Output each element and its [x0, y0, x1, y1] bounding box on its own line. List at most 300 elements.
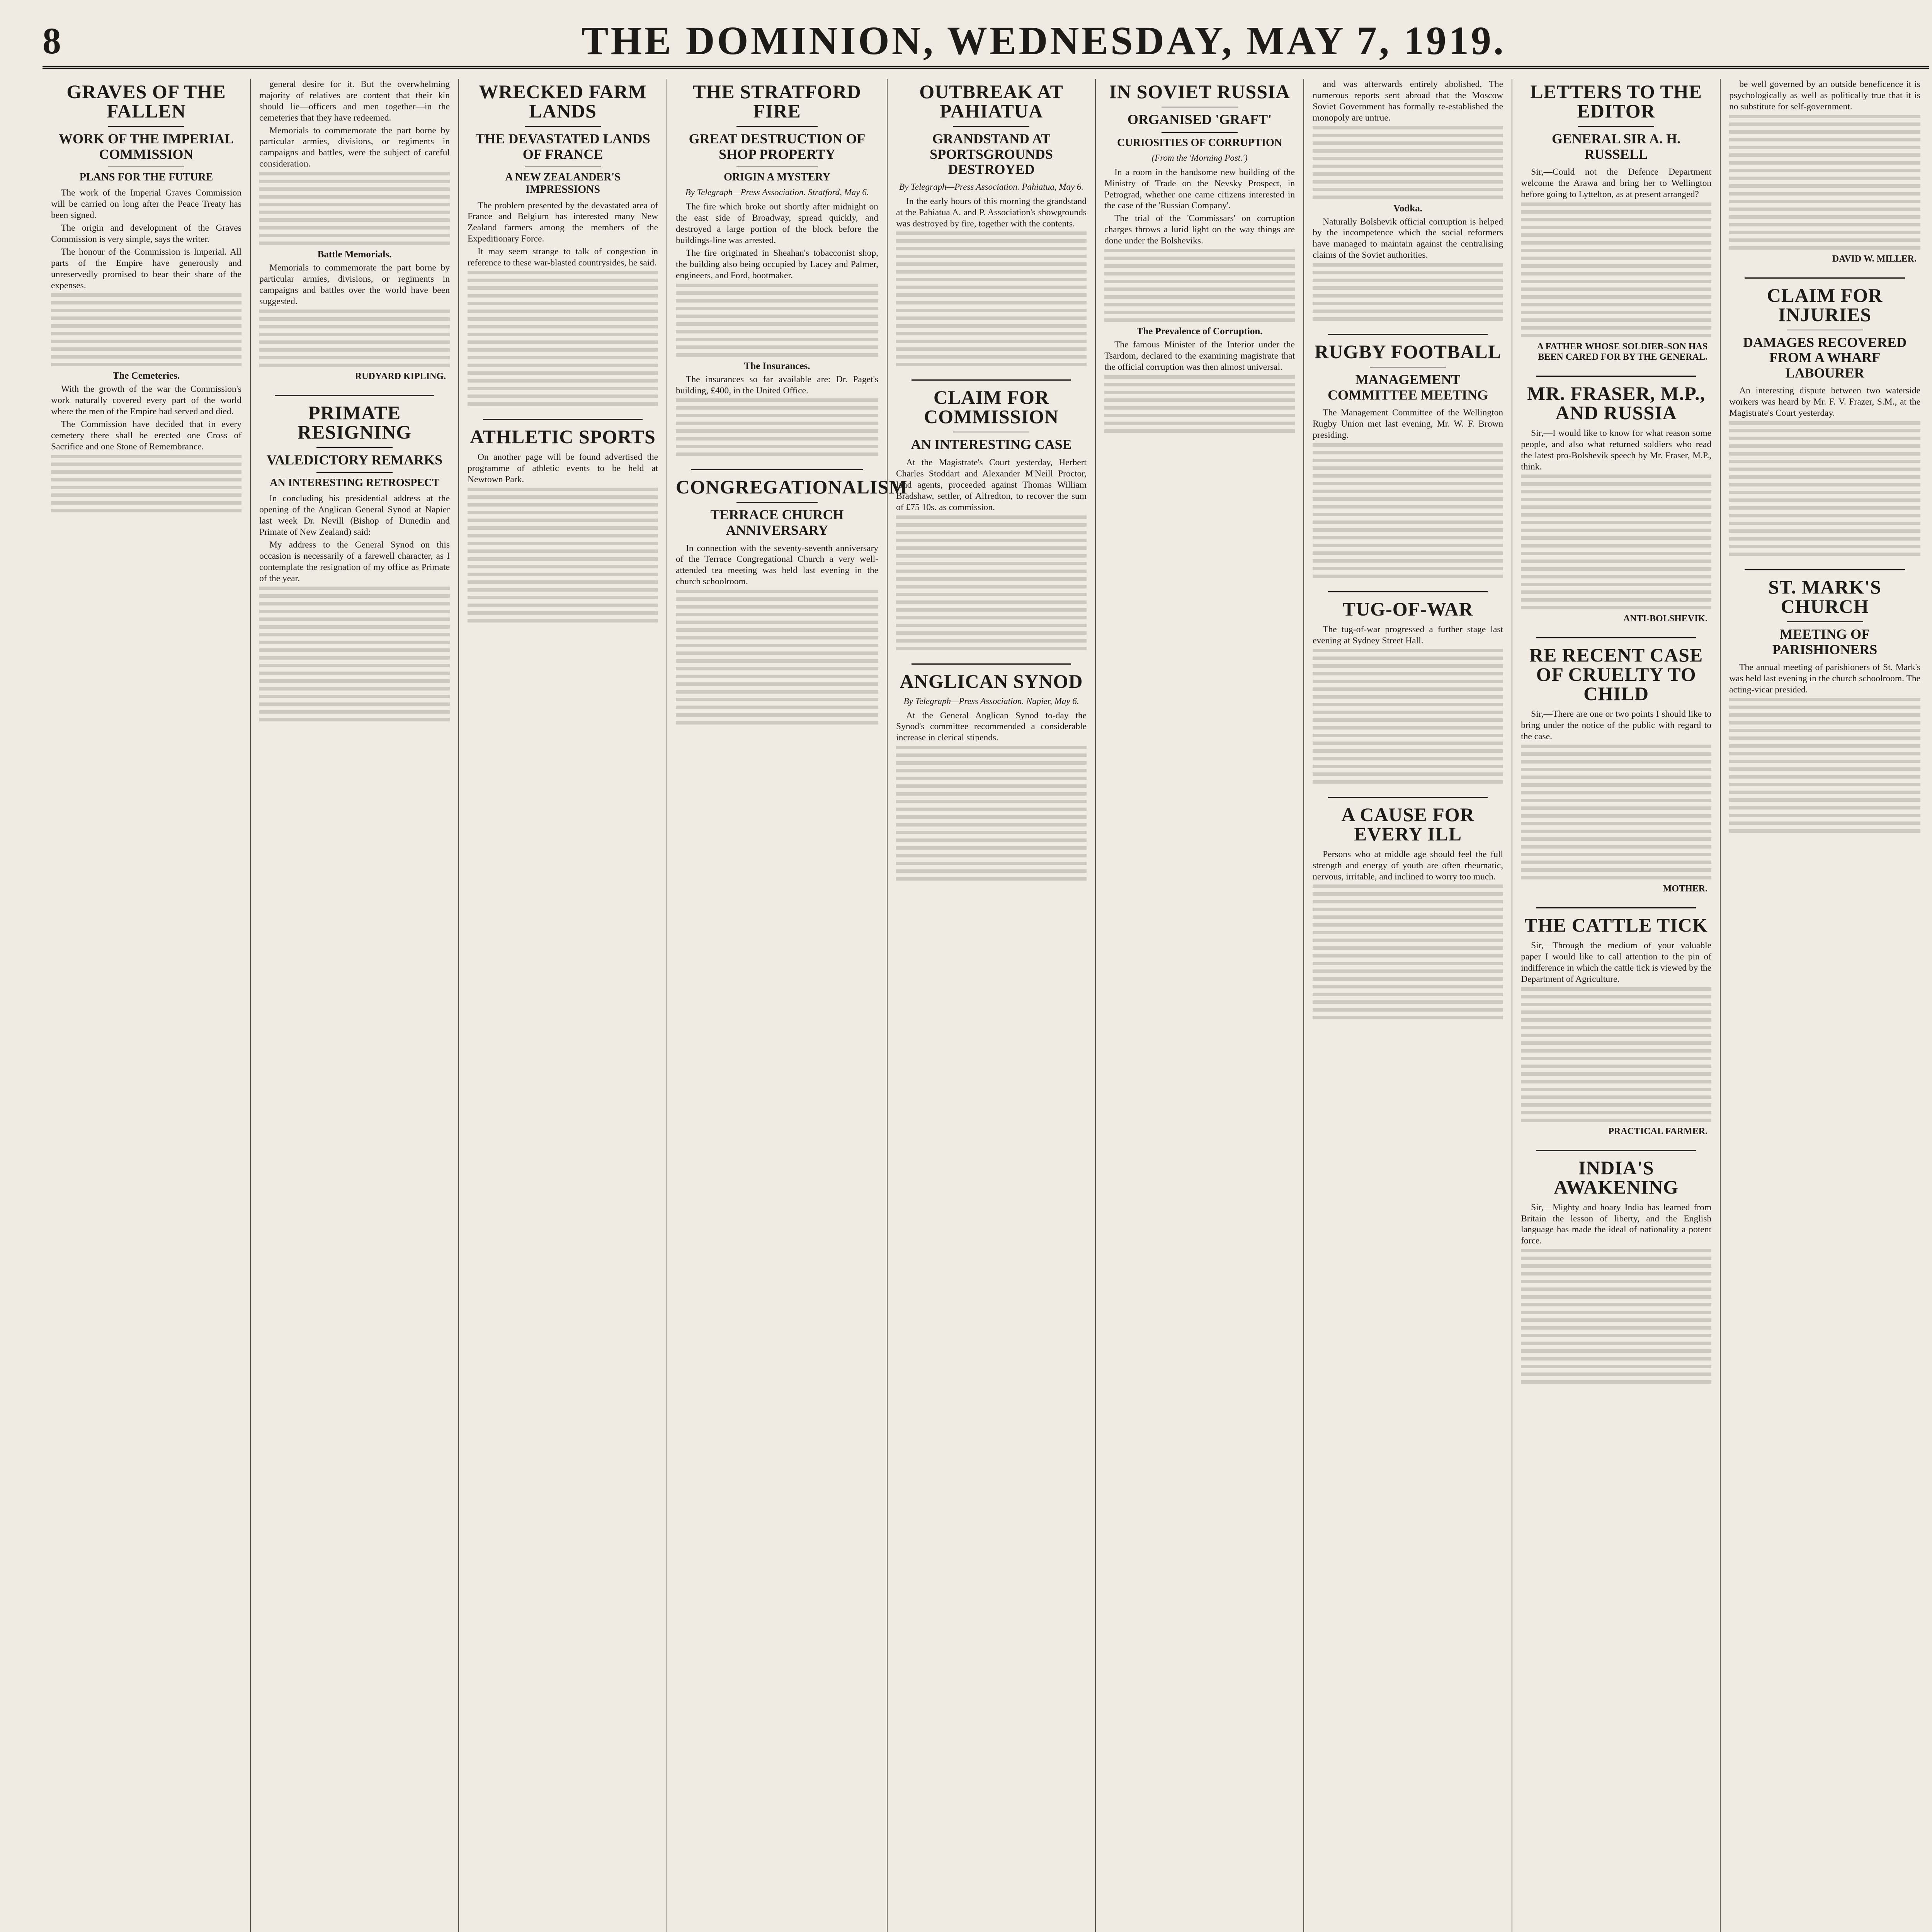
text-line-placeholder: [51, 293, 242, 297]
text-line-placeholder: [1104, 398, 1295, 402]
text-line-placeholder: [468, 495, 658, 499]
text-line-placeholder: [1729, 192, 1920, 196]
text-line-placeholder: [676, 291, 878, 295]
column-2: [251, 79, 459, 1932]
text-line-placeholder: [51, 316, 242, 320]
text-line-placeholder: [676, 590, 878, 593]
text-line-placeholder: [259, 702, 450, 706]
text-line-placeholder: [896, 769, 1087, 772]
article: [1521, 82, 1711, 362]
text-line-placeholder: [1521, 1095, 1711, 1099]
text-line-placeholder: [896, 639, 1087, 643]
text-line-placeholder: [1521, 830, 1711, 833]
article-headline: THE STRATFORD FIRE: [693, 81, 861, 122]
text-line-placeholder: [1521, 529, 1711, 532]
text-line-placeholder: [1313, 649, 1503, 652]
text-line-placeholder: [1521, 318, 1711, 322]
text-line-placeholder: [676, 315, 878, 318]
text-line-placeholder: [1521, 583, 1711, 586]
paragraph: general desire for it. But the overwhelming majority of relatives are content that their kin should lie—officers and men together—in the cemeteries that they have redeemed.: [259, 79, 450, 123]
text-line-placeholder: [896, 746, 1087, 749]
masthead: [43, 15, 1929, 69]
text-line-placeholder: [1521, 814, 1711, 818]
text-line-placeholder: [1313, 687, 1503, 691]
text-line-placeholder: [1521, 1003, 1711, 1006]
article: [468, 82, 658, 406]
text-line-placeholder: [259, 664, 450, 667]
text-line-placeholder: [1521, 536, 1711, 540]
text-line-placeholder: [676, 398, 878, 402]
text-line-placeholder: [1521, 1119, 1711, 1122]
text-line-placeholder: [1521, 1249, 1711, 1252]
text-line-placeholder: [1521, 1334, 1711, 1337]
text-line-placeholder: [676, 353, 878, 357]
text-line-placeholder: [896, 846, 1087, 850]
article-body: [468, 200, 658, 406]
text-line-placeholder: [1521, 1057, 1711, 1060]
text-line-placeholder: [1521, 987, 1711, 991]
text-line-placeholder: [896, 570, 1087, 573]
text-line-placeholder: [676, 429, 878, 433]
text-line-placeholder: [1104, 257, 1295, 260]
text-line-placeholder: [1521, 521, 1711, 524]
text-line-placeholder: [1313, 474, 1503, 478]
text-line-placeholder: [1104, 280, 1295, 283]
text-line-placeholder: [259, 195, 450, 199]
text-line-placeholder: [1729, 529, 1920, 533]
paragraph: Sir,—There are one or two points I should like to bring under the notice of the public with regard to the case.: [1521, 709, 1712, 742]
text-line-placeholder: [1521, 474, 1711, 478]
text-line-placeholder: [468, 549, 658, 553]
text-line-placeholder: [1729, 207, 1920, 211]
text-line-placeholder: [1313, 165, 1503, 168]
text-line-placeholder: [1729, 138, 1920, 141]
text-line-placeholder: [896, 831, 1087, 834]
text-line-placeholder: [1313, 317, 1503, 321]
text-line-placeholder: [896, 600, 1087, 604]
text-line-placeholder: [1313, 757, 1503, 760]
text-line-placeholder: [259, 172, 450, 175]
article-headline: WRECKED FARM LANDS: [479, 81, 647, 122]
article-body: [259, 79, 450, 367]
headline-rule: [736, 126, 818, 127]
text-line-placeholder: [468, 402, 658, 406]
text-line-placeholder: [1521, 1372, 1711, 1376]
article-headline: LETTERS TO THE EDITOR: [1530, 81, 1702, 122]
text-line-placeholder: [1313, 1000, 1503, 1004]
column-7: [1304, 79, 1512, 1932]
text-line-placeholder: [1521, 311, 1711, 314]
article-headline: THE CATTLE TICK: [1524, 914, 1708, 936]
paragraph: On another page will be found advertised the programme of athletic events to be held at Newtown Park.: [468, 452, 658, 485]
text-line-placeholder: [51, 340, 242, 343]
text-line-placeholder: [896, 293, 1087, 297]
text-line-placeholder: [1521, 845, 1711, 849]
text-line-placeholder: [676, 338, 878, 341]
text-line-placeholder: [1104, 295, 1295, 299]
article-separator: [1536, 637, 1696, 638]
text-line-placeholder: [1521, 202, 1711, 206]
article: [1521, 1158, 1711, 1384]
paragraph: In a room in the handsome new building of the Ministry of Trade on the Nevsky Prospect, in Petrograd, whether one came citizens interested in the case of the 'Russian Company'.: [1104, 167, 1295, 211]
text-line-placeholder: [676, 659, 878, 663]
text-line-placeholder: [1313, 742, 1503, 745]
text-line-placeholder: [676, 667, 878, 670]
text-line-placeholder: [468, 371, 658, 375]
article-body: [1104, 167, 1295, 433]
text-line-placeholder: [1313, 931, 1503, 934]
text-line-placeholder: [1521, 295, 1711, 299]
section-title: The Cemeteries.: [112, 371, 180, 381]
text-line-placeholder: [1729, 545, 1920, 548]
text-line-placeholder: [1729, 146, 1920, 149]
text-line-placeholder: [1313, 884, 1503, 888]
article-body: [259, 493, 450, 721]
text-line-placeholder: [259, 625, 450, 629]
text-line-placeholder: [1521, 287, 1711, 291]
text-line-placeholder: [259, 226, 450, 230]
paragraph: My address to the General Synod on this occasion is necessarily of a farewell character, as I contemplate the resignation of my office as Primate of the year.: [259, 540, 450, 583]
text-line-placeholder: [1313, 780, 1503, 784]
article-body: [51, 187, 242, 512]
text-line-placeholder: [1521, 752, 1711, 756]
text-line-placeholder: [1521, 1080, 1711, 1083]
section-title: Vodka.: [1393, 203, 1422, 214]
text-line-placeholder: [1313, 126, 1503, 129]
text-line-placeholder: [1521, 1280, 1711, 1283]
article-separator: [483, 419, 643, 420]
text-line-placeholder: [1729, 460, 1920, 463]
text-line-placeholder: [1729, 169, 1920, 172]
article-separator: [691, 469, 863, 470]
text-line-placeholder: [259, 340, 450, 344]
text-line-placeholder: [1313, 544, 1503, 547]
text-line-placeholder: [896, 608, 1087, 612]
text-line-placeholder: [896, 823, 1087, 827]
text-line-placeholder: [1104, 249, 1295, 252]
text-line-placeholder: [468, 325, 658, 328]
text-line-placeholder: [1313, 703, 1503, 706]
text-line-placeholder: [1313, 263, 1503, 267]
text-line-placeholder: [676, 330, 878, 333]
text-line-placeholder: [259, 242, 450, 245]
article-signature: ANTI-BOLSHEVIK.: [1623, 614, 1708, 624]
text-line-placeholder: [1313, 310, 1503, 313]
article: [1729, 79, 1920, 264]
article-headline: MR. FRASER, M.P., AND RUSSIA: [1527, 382, 1706, 423]
text-line-placeholder: [1521, 1357, 1711, 1361]
text-line-placeholder: [1729, 829, 1920, 833]
text-line-placeholder: [51, 301, 242, 304]
text-line-placeholder: [1521, 544, 1711, 548]
paragraph: The Management Committee of the Wellington Rugby Union met last evening, Mr. W. F. Brown presiding.: [1313, 408, 1503, 440]
text-line-placeholder: [896, 800, 1087, 803]
text-line-placeholder: [676, 644, 878, 647]
article-body: [1729, 385, 1920, 556]
text-line-placeholder: [468, 511, 658, 514]
text-line-placeholder: [259, 633, 450, 636]
article-subhead: GREAT DESTRUCTION OF SHOP PROPERTY: [689, 131, 866, 162]
article: [1313, 79, 1503, 321]
text-line-placeholder: [1313, 915, 1503, 919]
text-line-placeholder: [896, 647, 1087, 650]
article-subhead: PLANS FOR THE FUTURE: [79, 171, 213, 184]
paragraph: At the General Anglican Synod to-day the Synod's committee recommended a considerable increase in clerical stipends.: [896, 710, 1087, 743]
article-body: [1521, 709, 1711, 879]
article-body: [1521, 1202, 1711, 1384]
text-line-placeholder: [1521, 1380, 1711, 1384]
column-1: [43, 79, 251, 1932]
text-line-placeholder: [468, 580, 658, 584]
text-line-placeholder: [896, 316, 1087, 320]
text-line-placeholder: [1729, 698, 1920, 701]
text-line-placeholder: [1313, 892, 1503, 896]
text-line-placeholder: [896, 340, 1087, 343]
text-line-placeholder: [259, 348, 450, 352]
text-line-placeholder: [1729, 806, 1920, 810]
paragraph: An interesting dispute between two waterside workers was heard by Mr. F. V. Frazer, S.M., at the Magistrate's Court yesterday.: [1729, 386, 1920, 418]
paragraph: and was afterwards entirely abolished. The numerous reports sent abroad that the Moscow Soviet Government has formally re-established the monopoly are untrue.: [1313, 79, 1503, 123]
text-line-placeholder: [676, 636, 878, 639]
text-line-placeholder: [51, 463, 242, 466]
text-line-placeholder: [259, 325, 450, 328]
headline-rule: [1787, 621, 1863, 622]
text-line-placeholder: [896, 262, 1087, 266]
text-line-placeholder: [1521, 552, 1711, 555]
text-line-placeholder: [259, 672, 450, 675]
paragraph: Sir,—I would like to know for what reason some people, and also what returned soldiers who read the latest pro-Bolshevik speech by Mr. Fraser, M.P., think.: [1521, 428, 1712, 472]
text-line-placeholder: [1729, 514, 1920, 517]
text-line-placeholder: [1521, 1257, 1711, 1260]
text-line-placeholder: [1521, 1318, 1711, 1322]
text-line-placeholder: [468, 302, 658, 305]
text-line-placeholder: [468, 279, 658, 282]
text-line-placeholder: [1729, 729, 1920, 732]
text-line-placeholder: [1313, 505, 1503, 509]
text-line-placeholder: [1521, 876, 1711, 879]
text-line-placeholder: [1729, 814, 1920, 817]
text-line-placeholder: [1521, 249, 1711, 252]
section-title: The Prevalence of Corruption.: [1136, 326, 1263, 337]
article-separator: [1536, 1150, 1696, 1151]
text-line-placeholder: [259, 187, 450, 191]
text-line-placeholder: [1521, 1010, 1711, 1014]
article-subhead: AN INTERESTING CASE: [911, 437, 1072, 452]
text-line-placeholder: [51, 355, 242, 359]
text-line-placeholder: [1521, 783, 1711, 787]
text-line-placeholder: [1313, 680, 1503, 683]
text-line-placeholder: [1729, 475, 1920, 479]
text-line-placeholder: [1521, 210, 1711, 214]
article-signature: A FATHER WHOSE SOLDIER-SON HAS BEEN CARED FOR BY THE GENERAL.: [1537, 341, 1708, 362]
article: [896, 82, 1087, 366]
text-line-placeholder: [1104, 429, 1295, 433]
article-separator: [1745, 277, 1905, 279]
text-line-placeholder: [1521, 606, 1711, 609]
text-line-placeholder: [1521, 791, 1711, 794]
text-line-placeholder: [896, 777, 1087, 780]
section-title: Battle Memorials.: [317, 249, 392, 260]
text-line-placeholder: [896, 585, 1087, 588]
text-line-placeholder: [1313, 695, 1503, 699]
paragraph: The Commission have decided that in every cemetery there shall be erected one Cross of Sacrifice and one Stone of Remembrance.: [51, 419, 242, 452]
text-line-placeholder: [1729, 783, 1920, 786]
article-headline: ANGLICAN SYNOD: [900, 670, 1083, 692]
article: [468, 427, 658, 622]
text-line-placeholder: [1313, 946, 1503, 950]
text-line-placeholder: [468, 387, 658, 390]
paragraph: Persons who at middle age should feel the full strength and energy of youth are often rheumatic, nervous, irritable, and inclined to worry too much.: [1313, 849, 1503, 882]
headline-rule: [525, 126, 601, 127]
text-line-placeholder: [676, 322, 878, 326]
article-body: [896, 457, 1087, 650]
text-line-placeholder: [468, 271, 658, 274]
article-headline: GRAVES OF THE FALLEN: [66, 81, 226, 122]
text-line-placeholder: [896, 546, 1087, 550]
text-line-placeholder: [468, 542, 658, 545]
text-line-placeholder: [1313, 286, 1503, 290]
text-line-placeholder: [1521, 1264, 1711, 1268]
text-line-placeholder: [1729, 706, 1920, 709]
article-headline: CLAIM FOR INJURIES: [1767, 284, 1883, 325]
text-line-placeholder: [51, 501, 242, 505]
text-line-placeholder: [259, 218, 450, 222]
text-line-placeholder: [1521, 326, 1711, 330]
article-signature: RUDYARD KIPLING.: [355, 371, 446, 381]
paragraph: Memorials to commemorate the part borne by particular armies, divisions, or regiments in campaigns and battles, were the subject of careful consideration.: [259, 125, 450, 169]
text-line-placeholder: [1521, 1111, 1711, 1114]
text-line-placeholder: [1521, 482, 1711, 486]
text-line-placeholder: [1313, 443, 1503, 447]
text-line-placeholder: [896, 577, 1087, 581]
text-line-placeholder: [1521, 598, 1711, 602]
text-line-placeholder: [1521, 1065, 1711, 1068]
text-line-placeholder: [468, 294, 658, 298]
text-line-placeholder: [896, 239, 1087, 243]
text-line-placeholder: [676, 345, 878, 349]
column-5: [888, 79, 1096, 1932]
text-line-placeholder: [1313, 451, 1503, 454]
text-line-placeholder: [51, 486, 242, 489]
text-line-placeholder: [1521, 768, 1711, 771]
article-signature: MOTHER.: [1663, 884, 1708, 894]
headline-rule: [108, 126, 184, 127]
article: [1521, 645, 1711, 894]
text-line-placeholder: [1521, 1034, 1711, 1037]
text-line-placeholder: [676, 414, 878, 417]
article-headline: RUGBY FOOTBALL: [1315, 341, 1502, 363]
text-line-placeholder: [1104, 318, 1295, 322]
article-body: [1313, 624, 1503, 784]
text-line-placeholder: [1313, 536, 1503, 539]
text-line-placeholder: [259, 648, 450, 652]
text-line-placeholder: [1521, 218, 1711, 221]
text-line-placeholder: [468, 604, 658, 607]
text-line-placeholder: [676, 713, 878, 717]
text-line-placeholder: [1729, 444, 1920, 448]
page-number: 8: [43, 20, 61, 61]
text-line-placeholder: [896, 355, 1087, 359]
text-line-placeholder: [1104, 422, 1295, 425]
text-line-placeholder: [896, 761, 1087, 765]
text-line-placeholder: [676, 452, 878, 456]
text-line-placeholder: [1729, 153, 1920, 157]
text-line-placeholder: [1313, 279, 1503, 282]
text-line-placeholder: [896, 270, 1087, 274]
text-line-placeholder: [51, 509, 242, 512]
text-line-placeholder: [1521, 567, 1711, 571]
article-subhead: WORK OF THE IMPERIAL COMMISSION: [58, 131, 234, 162]
text-line-placeholder: [468, 503, 658, 507]
text-line-placeholder: [259, 679, 450, 683]
text-line-placeholder: [1729, 821, 1920, 825]
article-separator: [1745, 569, 1905, 570]
column-4: [667, 79, 908, 1932]
text-line-placeholder: [1729, 752, 1920, 755]
text-line-placeholder: [676, 613, 878, 616]
text-line-placeholder: [259, 587, 450, 590]
article-subhead: THE DEVASTATED LANDS OF FRANCE: [475, 131, 650, 162]
text-line-placeholder: [1313, 726, 1503, 730]
text-line-placeholder: [468, 588, 658, 592]
text-line-placeholder: [259, 364, 450, 367]
text-line-placeholder: [468, 286, 658, 290]
text-line-placeholder: [1313, 718, 1503, 722]
paragraph: The fire which broke out shortly after midnight on the east side of Broadway, spread quickly, and destroyed a large portion of the block before the buildings-line was arrested.: [676, 202, 879, 246]
text-line-placeholder: [468, 573, 658, 576]
text-line-placeholder: [1313, 1016, 1503, 1019]
text-line-placeholder: [1521, 575, 1711, 578]
article-headline: CONGREGATIONALISM: [676, 476, 908, 498]
text-line-placeholder: [468, 488, 658, 491]
article-subhead: ORGANISED 'GRAFT': [1128, 112, 1272, 127]
text-line-placeholder: [259, 356, 450, 359]
paragraph: The problem presented by the devastated area of France and Belgium has interested many New Zealand farmers among the members of the Expeditionary Force.: [468, 200, 658, 244]
article-body: [896, 710, 1087, 881]
text-line-placeholder: [1521, 1295, 1711, 1299]
paragraph: It may seem strange to talk of congestion in reference to these war-blasted countrysides, he said.: [468, 247, 658, 268]
text-line-placeholder: [468, 596, 658, 599]
text-line-placeholder: [259, 617, 450, 621]
text-line-placeholder: [676, 706, 878, 709]
text-line-placeholder: [1521, 1041, 1711, 1045]
text-line-placeholder: [1521, 226, 1711, 229]
article-body: [1313, 849, 1503, 1020]
text-line-placeholder: [1521, 1342, 1711, 1345]
text-line-placeholder: [1313, 985, 1503, 988]
columns-container: [43, 79, 1929, 1932]
paragraph: In concluding his presidential address at the opening of the Anglican General Synod at Napier last week Dr. Nevill (Bishop of Dunedin and Primate of New Zealand) said:: [259, 493, 450, 537]
text-line-placeholder: [896, 815, 1087, 819]
article-body: [1729, 79, 1920, 250]
text-line-placeholder: [896, 616, 1087, 619]
article-headline: A CAUSE FOR EVERY ILL: [1341, 803, 1475, 845]
article-separator: [1328, 797, 1488, 798]
text-line-placeholder: [1729, 713, 1920, 717]
text-line-placeholder: [259, 211, 450, 214]
text-line-placeholder: [1521, 303, 1711, 306]
headline-rule: [1162, 132, 1238, 133]
text-line-placeholder: [1729, 744, 1920, 748]
text-line-placeholder: [259, 641, 450, 644]
article-headline: INDIA'S AWAKENING: [1554, 1156, 1679, 1198]
article-body: [896, 196, 1087, 367]
text-line-placeholder: [1729, 429, 1920, 432]
article: [51, 82, 242, 512]
article: [1729, 286, 1920, 556]
text-line-placeholder: [1521, 837, 1711, 841]
text-line-placeholder: [896, 231, 1087, 235]
